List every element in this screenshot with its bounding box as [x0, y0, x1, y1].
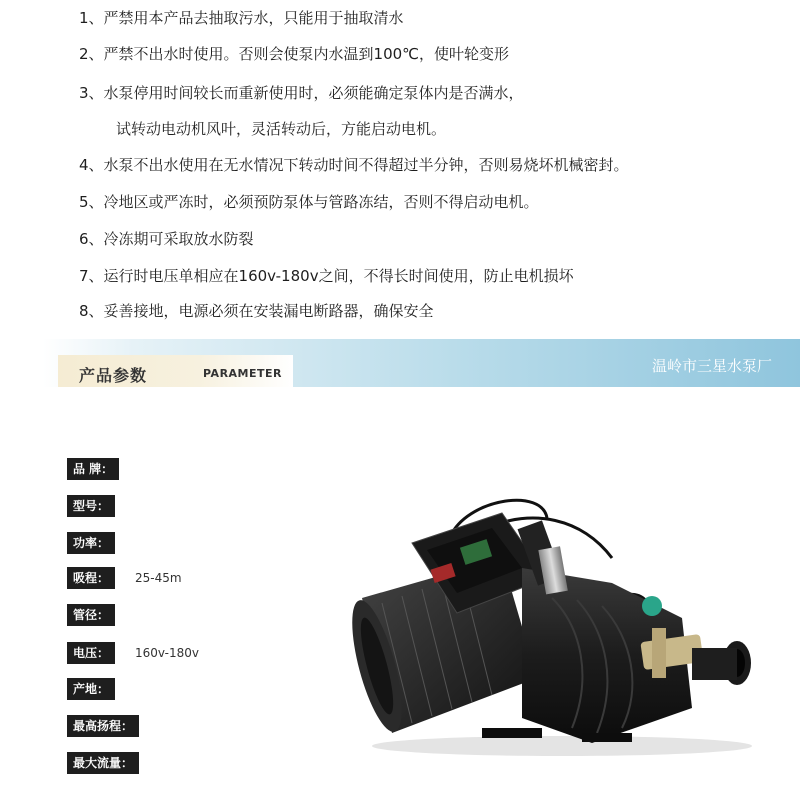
param-label: 电压： [67, 642, 115, 664]
param-label: 吸程： [67, 567, 115, 589]
note-6: 6、冷冻期可采取放水防裂 [79, 230, 254, 248]
param-label: 产地： [67, 678, 115, 700]
note-2: 2、严禁不出水时使用。否则会使泵内水温到100℃，使叶轮变形 [79, 45, 510, 63]
param-label: 最高扬程： [67, 715, 139, 737]
water-pump-illustration [352, 488, 767, 758]
note-3: 3、水泵停用时间较长而重新使用时，必须能确定泵体内是否满水， [79, 84, 524, 102]
note-1: 1、严禁用本产品去抽取污水，只能用于抽取清水 [79, 9, 404, 27]
param-label: 功率： [67, 532, 115, 554]
param-label: 最大流量： [67, 752, 139, 774]
param-label: 型号： [67, 495, 115, 517]
param-value: 160v-180v [135, 646, 200, 660]
note-8: 8、妥善接地，电源必须在安装漏电断路器，确保安全 [79, 302, 434, 320]
banner-subtitle: PARAMETER [203, 367, 282, 380]
note-7: 7、运行时电压单相应在160v-180v之间，不得长时间使用，防止电机损坏 [79, 267, 574, 285]
note-3-continued: 试转动电动机风叶，灵活转动后，方能启动电机。 [116, 120, 447, 138]
param-value: 25-45m [135, 571, 182, 585]
param-label: 品 牌： [67, 458, 119, 480]
param-label: 管径： [67, 604, 115, 626]
company-name: 温岭市三星水泵厂 [651, 357, 772, 375]
banner-title: 产品参数 [79, 366, 148, 385]
note-4: 4、水泵不出水使用在无水情况下转动时间不得超过半分钟，否则易烧坏机械密封。 [79, 156, 629, 174]
water-pump-photo [352, 488, 767, 758]
note-5: 5、冷地区或严冻时，必须预防泵体与管路冻结，否则不得启动电机。 [79, 193, 539, 211]
